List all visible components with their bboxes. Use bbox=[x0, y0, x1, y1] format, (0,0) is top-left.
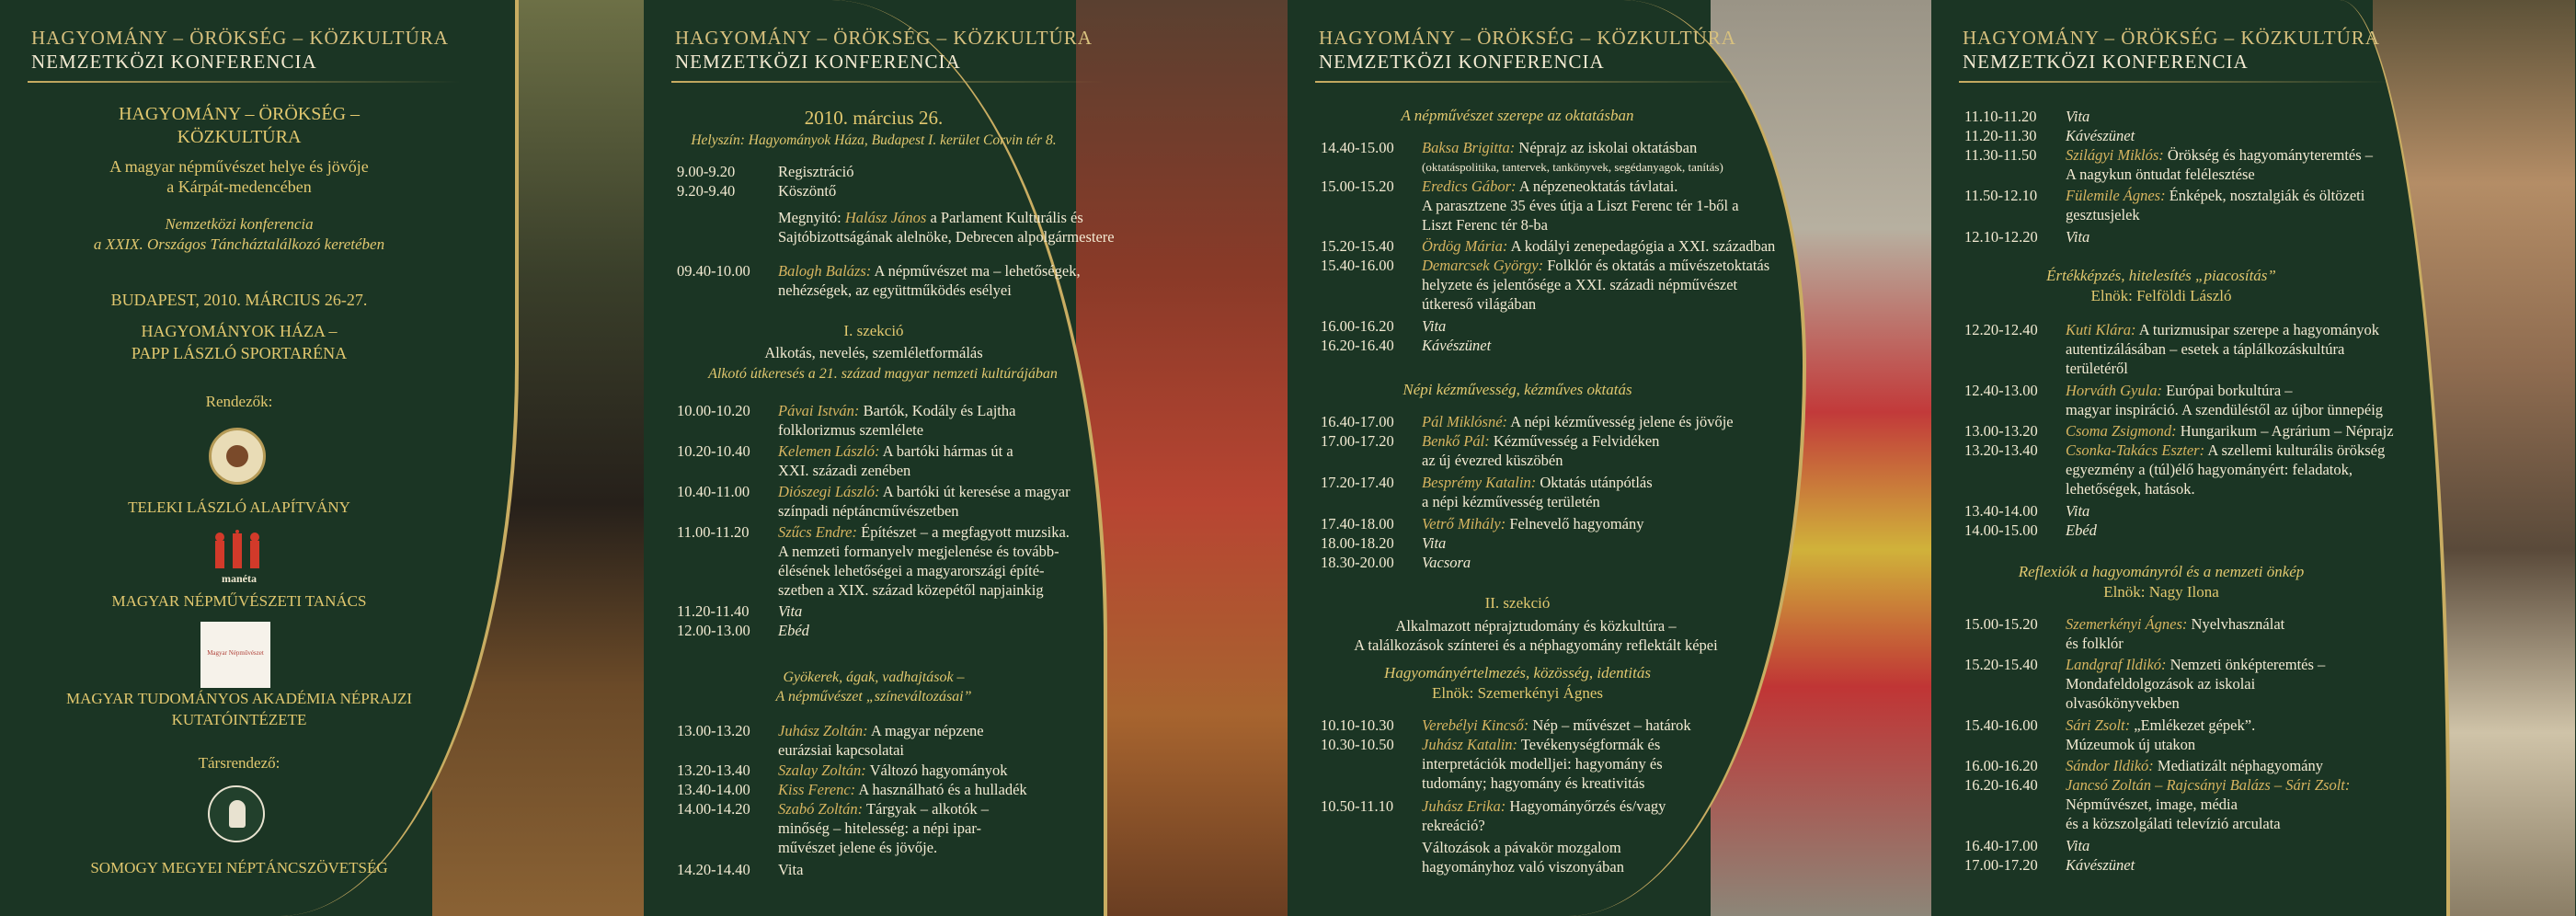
header-rule bbox=[671, 81, 1104, 83]
cover-venue1: HAGYOMÁNYOK HÁZA – bbox=[141, 322, 338, 340]
speaker-name: Szemerkényi Ágnes: bbox=[2066, 615, 2188, 633]
header bbox=[1319, 26, 1736, 74]
program-text bbox=[1422, 735, 1808, 754]
program-text: Vita bbox=[1422, 317, 1447, 335]
program-text bbox=[1422, 236, 1808, 256]
program-text: Alkalmazott néprajztudomány és közkultúra – bbox=[1395, 617, 1677, 635]
block6-title: Értékképzés, hitelesítés „piacosítás” bbox=[2046, 267, 2276, 284]
time-slot: 13.20-13.40 bbox=[677, 761, 750, 779]
program-text: Vita bbox=[778, 602, 803, 620]
program-text bbox=[2066, 775, 2452, 795]
time-slot: 15.00-15.20 bbox=[1964, 615, 2038, 633]
program-text: folklorizmus szemlélete bbox=[778, 421, 924, 439]
time-slot: 10.10-10.30 bbox=[1321, 716, 1394, 734]
header-line2: NEMZETKÖZI KONFERENCIA bbox=[1963, 51, 2249, 73]
time-slot: 9.20-9.40 bbox=[677, 182, 736, 200]
program-text: Nép – művészet – határok bbox=[1528, 716, 1691, 734]
org-academy-line2: KUTATÓINTÉZETE bbox=[171, 711, 307, 728]
program-text: „Emlékezet gépek”. bbox=[2130, 716, 2256, 734]
cover-place bbox=[28, 289, 451, 364]
program-text: Vita bbox=[2066, 502, 2090, 520]
time-slot: 11.50-12.10 bbox=[1964, 187, 2038, 204]
section1-sub: Alkotás, nevelés, szemléletformálás bbox=[764, 344, 983, 361]
cover-subtitle bbox=[28, 156, 451, 197]
program-text: XXI. századi zenében bbox=[778, 462, 911, 479]
program-text: Folklór és oktatás a művészetoktatás bbox=[1543, 257, 1770, 274]
time-slot: 15.40-16.00 bbox=[1321, 257, 1394, 274]
program-text: Kávészünet bbox=[2066, 127, 2135, 144]
time-slot: 09.40-10.00 bbox=[677, 262, 750, 280]
program-text bbox=[1422, 138, 1808, 157]
time-slot: 12.00-13.00 bbox=[677, 622, 750, 639]
program-text bbox=[1422, 177, 1808, 196]
speaker-name: Balogh Balázs: bbox=[778, 262, 872, 280]
time-slot: 11.00-11.20 bbox=[677, 523, 750, 541]
program-text: Énképek, nosztalgiák és öltözeti bbox=[2165, 187, 2365, 204]
program-text: Nemzeti önképteremtés – bbox=[2166, 656, 2326, 673]
time-slot: 16.00-16.20 bbox=[1321, 317, 1394, 335]
speaker-name: Baksa Brigitta: bbox=[1422, 139, 1516, 156]
program-text: A kodályi zenepedagógia a XXI. században bbox=[1507, 237, 1776, 255]
program-text: Vacsora bbox=[1422, 554, 1471, 571]
program-text: olvasókönyvekben bbox=[2066, 694, 2180, 712]
program-text: A népművészet ma – lehetőségek, bbox=[871, 262, 1081, 280]
block6-chair: Elnök: Felföldi László bbox=[2090, 287, 2232, 304]
program-text: A használható és a hulladék bbox=[855, 781, 1027, 798]
program-text: helyzete és jelentősége a XXI. századi népművészet bbox=[1422, 276, 1738, 293]
program-text: Felnevelő hagyomány bbox=[1506, 515, 1644, 532]
time-slot: 13.20-13.40 bbox=[1964, 441, 2038, 459]
program-text: A parasztzene 35 éves útja a Liszt Ferenc tér 1-ből a bbox=[1422, 197, 1739, 214]
block3-title: A népművészet szerepe az oktatásban bbox=[1401, 107, 1634, 124]
section1-block: Alkotó útkeresés a 21. század magyar nemzeti kultúrájában bbox=[708, 366, 1058, 382]
program-text: tudomány; hagyomány és kreativitás bbox=[1422, 774, 1645, 792]
program-text: Változó hagyományok bbox=[865, 761, 1008, 779]
speaker-name: Landgraf Ildikó: bbox=[2066, 656, 2167, 673]
speaker-name: Szalay Zoltán: bbox=[778, 761, 866, 779]
org-academy-line1: MAGYAR TUDOMÁNYOS AKADÉMIA NÉPRAJZI bbox=[65, 690, 413, 707]
time-slot: 10.50-11.10 bbox=[1321, 797, 1394, 815]
program-text: Néprajz az iskolai oktatásban bbox=[1515, 139, 1698, 156]
time-slot: 12.40-13.00 bbox=[1964, 382, 2038, 399]
program-text: A találkozások színterei és a néphagyomány reflektált képei bbox=[1354, 636, 1718, 654]
program-text: A nagykun öntudat felélesztése bbox=[2066, 166, 2255, 183]
speaker-name: Halász János bbox=[844, 209, 927, 226]
program-panel-day1-afternoon bbox=[1288, 0, 1931, 916]
org-academy bbox=[28, 688, 451, 730]
program-text bbox=[2066, 655, 2452, 674]
header-line1: HAGYOMÁNY – ÖRÖKSÉG – KÖZKULTÚRA bbox=[31, 27, 449, 49]
program-text: Európai borkultúra – bbox=[2161, 382, 2293, 399]
program-text: és folklór bbox=[2066, 635, 2124, 652]
cover-conference bbox=[28, 214, 451, 255]
section2-title: II. szekció bbox=[1484, 594, 1551, 612]
maneta-logo-text: manéta bbox=[222, 572, 257, 585]
program-text: Kézművesség a Felvidéken bbox=[1489, 432, 1660, 450]
coorganizer-label: Társrendező: bbox=[198, 754, 280, 772]
cover-venue2: PAPP LÁSZLÓ SPORTARÉNA bbox=[131, 344, 348, 362]
speaker-name: Benkő Pál: bbox=[1422, 432, 1490, 450]
speaker-name: Eredics Gábor: bbox=[1422, 177, 1517, 195]
program-text: A népművészet „színeváltozásai” bbox=[775, 689, 972, 704]
dance-association-seal-icon bbox=[208, 785, 265, 842]
day1-venue: Helyszín: Hagyományok Háza, Budapest I. kerület Corvin tér 8. bbox=[691, 132, 1057, 148]
maneta-logo-icon bbox=[210, 530, 265, 570]
time-slot: 12.20-12.40 bbox=[1964, 321, 2038, 338]
program-text: nehézségek, az együttműködés esélyei bbox=[778, 281, 1012, 299]
program-text bbox=[778, 799, 1164, 819]
day1-date: 2010. március 26. bbox=[804, 107, 944, 129]
program-text: Ebéd bbox=[2066, 521, 2097, 539]
block2-title bbox=[662, 668, 1085, 706]
time-slot: 14.00-14.20 bbox=[677, 800, 750, 818]
program-text bbox=[1422, 256, 1808, 275]
program-text: Kávészünet bbox=[2066, 856, 2135, 874]
program-text: Tárgyak – alkotók – bbox=[863, 800, 990, 818]
speaker-name: Besprémy Katalin: bbox=[1422, 474, 1537, 491]
time-slot: 13.00-13.20 bbox=[677, 722, 750, 739]
time-slot: 9.00-9.20 bbox=[677, 163, 736, 180]
program-text bbox=[778, 208, 1164, 227]
block5-title: Hagyományértelmezés, közösség, identitás bbox=[1384, 664, 1651, 681]
speaker-name: Fülemile Ágnes: bbox=[2066, 187, 2166, 204]
program-text: Nyelvhasználat bbox=[2187, 615, 2285, 633]
speaker-name: Jancsó Zoltán – Rajcsányi Balázs – Sári Zsolt: bbox=[2066, 776, 2351, 794]
speaker-name: Pávai István: bbox=[778, 402, 860, 419]
program-text bbox=[1422, 412, 1808, 431]
program-text bbox=[778, 721, 1164, 740]
block5-chair: Elnök: Szemerkényi Ágnes bbox=[1431, 684, 1603, 702]
header-rule bbox=[1959, 81, 2391, 83]
program-text: az új évezred küszöbén bbox=[1422, 452, 1563, 469]
program-text bbox=[778, 780, 1164, 799]
program-text bbox=[778, 761, 1164, 780]
speaker-name: Szilágyi Miklós: bbox=[2066, 146, 2164, 164]
program-text bbox=[778, 261, 1164, 281]
cover-conf-line2: a XXIX. Országos Táncháztalálkozó keretében bbox=[93, 235, 385, 253]
program-text: A magyar népzene bbox=[867, 722, 984, 739]
time-slot: 15.00-15.20 bbox=[1321, 177, 1394, 195]
time-slot: 14.20-14.40 bbox=[677, 861, 750, 878]
header bbox=[675, 26, 1093, 74]
header-rule bbox=[1315, 81, 1747, 83]
speaker-name: Verebélyi Kincső: bbox=[1422, 716, 1529, 734]
time-slot: 18.00-18.20 bbox=[1321, 534, 1394, 552]
speaker-name: Kiss Ferenc: bbox=[778, 781, 856, 798]
speaker-name: Pál Miklósné: bbox=[1422, 413, 1508, 430]
speaker-name: Horváth Gyula: bbox=[2066, 382, 2162, 399]
program-text: A bartóki hármas út a bbox=[879, 442, 1013, 460]
program-text: Gyökerek, ágak, vadhajtások – bbox=[783, 670, 965, 685]
time-slot: 11.30-11.50 bbox=[1964, 146, 2037, 164]
time-slot: 15.20-15.40 bbox=[1321, 237, 1394, 255]
organizers-label: Rendezők: bbox=[205, 393, 273, 410]
speaker-name: Juhász Katalin: bbox=[1422, 736, 1518, 753]
header-line2: NEMZETKÖZI KONFERENCIA bbox=[1319, 51, 1605, 73]
program-text: művészet jelene és jövője. bbox=[778, 839, 938, 856]
program-text bbox=[2066, 614, 2452, 634]
seal-icon bbox=[209, 428, 266, 485]
program-text: magyar inspiráció. A szendüléstől az újbor ünnepéig bbox=[2066, 401, 2384, 418]
time-slot: 16.40-17.00 bbox=[1964, 837, 2038, 854]
program-text: Tevékenységformák és bbox=[1517, 736, 1661, 753]
header bbox=[1963, 26, 2380, 74]
time-slot: 17.00-17.20 bbox=[1321, 432, 1394, 450]
program-panel-day1 bbox=[644, 0, 1288, 916]
time-slot: 11.10-11.20 bbox=[1964, 108, 2037, 125]
program-text bbox=[1422, 796, 1808, 816]
section1-title: I. szekció bbox=[843, 322, 904, 339]
header-line1: HAGYOMÁNY – ÖRÖKSÉG – KÖZKULTÚRA bbox=[675, 27, 1093, 49]
program-text: területéről bbox=[2066, 360, 2128, 377]
program-text: Vita bbox=[2066, 837, 2090, 854]
program-text bbox=[778, 401, 1164, 420]
cover-title bbox=[28, 103, 451, 149]
speaker-name: Csonka-Takács Eszter: bbox=[2066, 441, 2205, 459]
program-text bbox=[2066, 441, 2452, 460]
program-text: színpadi néptáncművészetben bbox=[778, 502, 959, 520]
program-text bbox=[2066, 145, 2452, 165]
time-slot: 12.10-12.20 bbox=[1964, 228, 2038, 246]
org-nepmuveszeti: MAGYAR NÉPMŰVÉSZETI TANÁCS bbox=[111, 592, 367, 610]
program-text bbox=[778, 522, 1164, 542]
speaker-name: Sándor Ildikó: bbox=[2066, 757, 2154, 774]
program-text bbox=[778, 482, 1164, 501]
program-text: Vita bbox=[778, 861, 804, 878]
program-text bbox=[2066, 381, 2452, 400]
time-slot: 16.00-16.20 bbox=[1964, 757, 2038, 774]
speaker-name: Kuti Klára: bbox=[2066, 321, 2136, 338]
program-text: Regisztráció bbox=[778, 163, 854, 180]
program-text: interpretációk modelljei: hagyomány és bbox=[1422, 755, 1663, 773]
program-text: Vita bbox=[1422, 534, 1447, 552]
program-text: Hagyományőrzés és/vagy bbox=[1506, 797, 1666, 815]
time-slot: 17.40-18.00 bbox=[1321, 515, 1394, 532]
time-slot: 17.20-17.40 bbox=[1321, 474, 1394, 491]
cover-conf-line1: Nemzetközi konferencia bbox=[165, 215, 314, 233]
program-text bbox=[1422, 473, 1808, 492]
program-text: Vita bbox=[2066, 108, 2090, 125]
program-text: Vita bbox=[2066, 228, 2090, 246]
program-text: Örökség és hagyományteremtés – bbox=[2163, 146, 2374, 164]
speaker-name: Csoma Zsigmond: bbox=[2066, 422, 2177, 440]
time-slot: 16.40-17.00 bbox=[1321, 413, 1394, 430]
program-text bbox=[2066, 421, 2452, 441]
cover-title-line2: KÖZKULTÚRA bbox=[177, 127, 302, 147]
program-text: A népzeneoktatás távlatai. bbox=[1516, 177, 1678, 195]
time-slot: 16.20-16.40 bbox=[1321, 337, 1394, 354]
org-somogy: SOMOGY MEGYEI NÉPTÁNCSZÖVETSÉG bbox=[90, 859, 388, 876]
header-line2: NEMZETKÖZI KONFERENCIA bbox=[675, 51, 961, 73]
speaker-name: Vetrő Mihály: bbox=[1422, 515, 1506, 532]
program-text bbox=[2066, 716, 2452, 735]
program-text: Változások a pávakör mozgalom bbox=[1422, 839, 1621, 856]
program-text: A bartóki út keresése a magyar bbox=[879, 483, 1070, 500]
program-text: hagyományhoz való viszonyában bbox=[1422, 858, 1624, 876]
time-slot: 10.30-10.50 bbox=[1321, 736, 1394, 753]
speaker-name: Szűcs Endre: bbox=[778, 523, 857, 541]
program-text: a Parlament Kulturális és bbox=[926, 209, 1083, 226]
program-text: Mondafeldolgozások az iskolai bbox=[2066, 675, 2256, 693]
speaker-name: Diószegi László: bbox=[778, 483, 880, 500]
program-text: rekreáció? bbox=[1422, 817, 1485, 834]
header bbox=[31, 26, 449, 74]
cover-date: BUDAPEST, 2010. MÁRCIUS 26-27. bbox=[110, 291, 368, 309]
section2-sub bbox=[1306, 616, 1766, 655]
speaker-name: Ördög Mária: bbox=[1422, 237, 1508, 255]
program-text bbox=[778, 441, 1164, 461]
program-text: és a közszolgálati televízió arculata bbox=[2066, 815, 2281, 832]
time-slot: 15.20-15.40 bbox=[1964, 656, 2038, 673]
program-text: Bartók, Kodály és Lajtha bbox=[859, 402, 1016, 419]
program-text: Megnyitó: bbox=[778, 209, 841, 226]
program-text: Liszt Ferenc tér 8-ba bbox=[1422, 216, 1548, 234]
program-text: lehetőségek, hatások. bbox=[2066, 480, 2195, 498]
program-text bbox=[2066, 186, 2452, 205]
program-text: Építészet – a megfagyott muzsika. bbox=[857, 523, 1070, 541]
program-text: Kávészünet bbox=[1422, 337, 1492, 354]
speaker-name: Juhász Zoltán: bbox=[778, 722, 868, 739]
speaker-name: Demarcsek György: bbox=[1422, 257, 1544, 274]
program-text: autentizálásában – esetek a táplálkozáskultúra bbox=[2066, 340, 2345, 358]
block7-title: Reflexiók a hagyományról és a nemzeti önkép bbox=[2018, 563, 2305, 580]
block4-title: Népi kézművesség, kézműves oktatás bbox=[1402, 381, 1632, 398]
time-slot: 16.20-16.40 bbox=[1964, 776, 2038, 794]
speaker-name: Kelemen László: bbox=[778, 442, 880, 460]
header-line1: HAGYOMÁNY – ÖRÖKSÉG – KÖZKULTÚRA bbox=[1319, 27, 1736, 49]
time-slot: 14.40-15.00 bbox=[1321, 139, 1394, 156]
time-slot: 10.40-11.00 bbox=[677, 483, 750, 500]
program-text: minőség – hitelesség: a népi ipar- bbox=[778, 819, 981, 837]
program-text: Hungarikum – Agrárium – Néprajz bbox=[2176, 422, 2394, 440]
program-text: eurázsiai kapcsolatai bbox=[778, 741, 904, 759]
time-slot: 18.30-20.00 bbox=[1321, 554, 1394, 571]
time-slot: 17.00-17.20 bbox=[1964, 856, 2038, 874]
header-line2: NEMZETKÖZI KONFERENCIA bbox=[31, 51, 317, 73]
time-slot: 10.20-10.40 bbox=[677, 442, 750, 460]
program-text: élésének lehetőségei a magyarországi építé- bbox=[778, 562, 1045, 579]
academy-logo-icon bbox=[200, 622, 270, 688]
program-text bbox=[1422, 431, 1808, 451]
time-slot: 11.20-11.30 bbox=[1964, 127, 2037, 144]
program-text bbox=[2066, 756, 2452, 775]
program-text: Múzeumok új utakon bbox=[2066, 736, 2196, 753]
program-text: egyezmény a (túl)élő hagyományért: feladatok, bbox=[2066, 461, 2353, 478]
program-text: A nemzeti formanyelv megjelenése és tovább- bbox=[778, 543, 1059, 560]
time-slot: 13.00-13.20 bbox=[1964, 422, 2038, 440]
program-text: A szellemi kulturális örökség bbox=[2204, 441, 2386, 459]
program-text: gesztusjelek bbox=[2066, 206, 2140, 223]
org-teleki: TELEKI LÁSZLÓ ALAPÍTVÁNY bbox=[128, 498, 350, 516]
header-rule bbox=[28, 81, 460, 83]
speaker-name: Sári Zsolt: bbox=[2066, 716, 2131, 734]
time-slot: 13.40-14.00 bbox=[1964, 502, 2038, 520]
program-text: (oktatáspolitika, tantervek, tankönyvek, segédanyagok, tanítás) bbox=[1422, 160, 1723, 174]
time-slot: 10.00-10.20 bbox=[677, 402, 750, 419]
program-text: a népi kézművesség területén bbox=[1422, 493, 1600, 510]
header-line1: HAGYOMÁNY – ÖRÖKSÉG – KÖZKULTÚRA bbox=[1963, 27, 2380, 49]
block7-chair: Elnök: Nagy Ilona bbox=[2103, 583, 2219, 601]
time-slot: 13.40-14.00 bbox=[677, 781, 750, 798]
program-panel-day2 bbox=[1931, 0, 2575, 916]
program-text: Ebéd bbox=[778, 622, 809, 639]
speaker-name: Juhász Erika: bbox=[1422, 797, 1506, 815]
program-text: Mediatizált néphagyomány bbox=[2153, 757, 2323, 774]
program-text: útkereső világában bbox=[1422, 295, 1537, 313]
time-slot: 15.40-16.00 bbox=[1964, 716, 2038, 734]
cover-title-line1: HAGYOMÁNY – ÖRÖKSÉG – bbox=[118, 104, 361, 124]
academy-logo-text: Magyar Népművészet bbox=[207, 649, 264, 657]
time-slot: 14.00-15.00 bbox=[1964, 521, 2038, 539]
program-text: Köszöntő bbox=[778, 182, 837, 200]
program-text: Sajtóbizottságának alelnöke, Debrecen alpolgármestere bbox=[778, 228, 1115, 246]
program-text: A turizmusipar szerepe a hagyományok bbox=[2135, 321, 2379, 338]
program-text: Oktatás utánpótlás bbox=[1536, 474, 1653, 491]
program-text bbox=[2066, 320, 2452, 339]
program-text bbox=[1422, 716, 1808, 735]
program-text bbox=[1422, 514, 1808, 533]
program-text: A népi kézművesség jelene és jövője bbox=[1507, 413, 1734, 430]
cover-subtitle-line2: a Kárpát-medencében bbox=[166, 177, 312, 196]
time-slot: 11.20-11.40 bbox=[677, 602, 750, 620]
program-text: szetben a XIX. század közepétől napjainkig bbox=[778, 581, 1044, 599]
program-text: Népművészet, image, média bbox=[2066, 796, 2238, 813]
cover-subtitle-line1: A magyar népművészet helye és jövője bbox=[109, 157, 369, 176]
cover-panel bbox=[0, 0, 644, 916]
speaker-name: Szabó Zoltán: bbox=[778, 800, 864, 818]
